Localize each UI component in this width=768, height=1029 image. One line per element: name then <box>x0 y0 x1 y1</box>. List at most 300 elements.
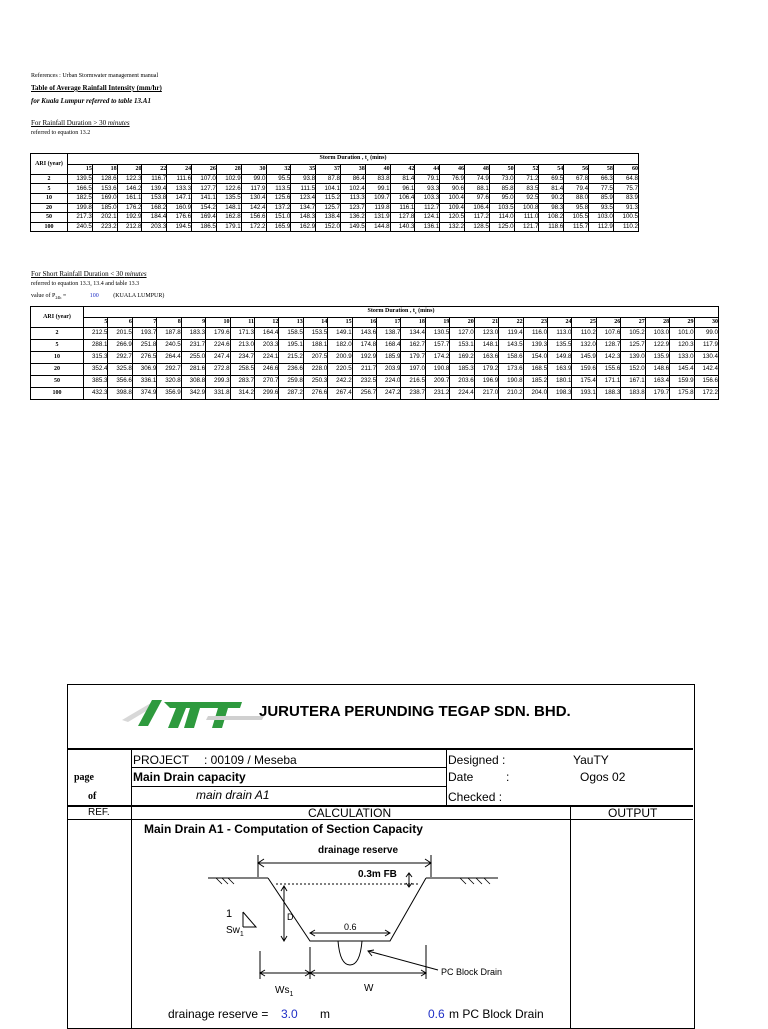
intensity-cell: 119.8 <box>365 203 390 213</box>
intensity-cell: 283.7 <box>230 375 254 387</box>
ari-cell: 100 <box>31 387 84 399</box>
duration-header: 44 <box>415 165 440 175</box>
ari-cell: 2 <box>31 174 68 184</box>
intensity-cell: 106.4 <box>465 203 490 213</box>
intensity-cell: 120.5 <box>440 213 465 223</box>
intensity-cell: 95.5 <box>266 174 291 184</box>
table-row <box>31 184 639 194</box>
intensity-cell: 242.2 <box>328 375 352 387</box>
intensity-cell: 167.1 <box>621 375 645 387</box>
duration-header: 52 <box>514 165 539 175</box>
ari-cell: 100 <box>31 222 68 232</box>
intensity-cell: 199.8 <box>68 203 93 213</box>
reference-note: References : Urban Stormwater management manual <box>31 73 159 79</box>
duration-header: 15 <box>68 165 93 175</box>
intensity-cell: 93.8 <box>291 174 316 184</box>
intensity-cell: 281.6 <box>181 363 205 375</box>
intensity-cell: 270.7 <box>254 375 278 387</box>
sheet-subtitle: main drain A1 <box>196 788 270 802</box>
intensity-cell: 139.3 <box>523 339 547 351</box>
intensity-cell: 138.4 <box>316 213 341 223</box>
duration-header: 5 <box>84 318 108 328</box>
intensity-cell: 136.2 <box>340 213 365 223</box>
intensity-cell: 207.5 <box>303 351 327 363</box>
reserve-row-label: drainage reserve = <box>168 1007 269 1021</box>
intensity-cell: 103.0 <box>589 213 614 223</box>
intensity-cell: 123.0 <box>474 327 498 339</box>
intensity-cell: 127.0 <box>450 327 474 339</box>
intensity-cell: 213.0 <box>230 339 254 351</box>
intensity-cell: 152.0 <box>621 363 645 375</box>
duration-header: 24 <box>548 318 572 328</box>
intensity-cell: 217.3 <box>68 213 93 223</box>
intensity-cell: 211.7 <box>352 363 376 375</box>
intensity-cell: 127.7 <box>192 184 217 194</box>
intensity-cell: 155.6 <box>596 363 620 375</box>
intensity-cell: 67.8 <box>564 174 589 184</box>
intensity-cell: 432.3 <box>84 387 108 399</box>
drain-section-diagram <box>198 837 528 1007</box>
intensity-cell: 130.5 <box>425 327 449 339</box>
intensity-cell: 356.6 <box>108 375 132 387</box>
intensity-cell: 195.1 <box>279 339 303 351</box>
pc-block-width-unit: m PC Block Drain <box>449 1007 544 1021</box>
ari-header: ARI (year) <box>31 154 68 175</box>
intensity-cell: 135.9 <box>645 351 669 363</box>
intensity-cell: 146.2 <box>117 184 142 194</box>
intensity-cell: 186.5 <box>192 222 217 232</box>
duration-header: 23 <box>523 318 547 328</box>
intensity-cell: 176.2 <box>117 203 142 213</box>
intensity-cell: 299.3 <box>206 375 230 387</box>
bottom-width-label: 0.6 <box>344 922 357 932</box>
intensity-cell: 77.5 <box>589 184 614 194</box>
intensity-cell: 113.5 <box>266 184 291 194</box>
intensity-cell: 104.1 <box>316 184 341 194</box>
intensity-cell: 185.2 <box>523 375 547 387</box>
intensity-cell: 180.1 <box>548 375 572 387</box>
intensity-cell: 148.3 <box>291 213 316 223</box>
duration-header: 9 <box>181 318 205 328</box>
duration-header: 17 <box>377 318 401 328</box>
table-subtitle: for Kuala Lumpur referred to table 13.A1 <box>31 97 151 105</box>
table-row <box>31 351 719 363</box>
intensity-cell: 315.3 <box>84 351 108 363</box>
duration-header: 35 <box>291 165 316 175</box>
intensity-cell: 95.0 <box>489 193 514 203</box>
intensity-cell: 117.9 <box>694 339 718 351</box>
intensity-cell: 134.4 <box>401 327 425 339</box>
intensity-cell: 240.5 <box>157 339 181 351</box>
intensity-cell: 192.9 <box>352 351 376 363</box>
long-duration-table <box>30 153 639 232</box>
intensity-cell: 331.8 <box>206 387 230 399</box>
intensity-cell: 185.0 <box>92 203 117 213</box>
intensity-cell: 173.6 <box>499 363 523 375</box>
intensity-cell: 79.4 <box>564 184 589 194</box>
intensity-cell: 224.6 <box>206 339 230 351</box>
intensity-cell: 200.9 <box>328 351 352 363</box>
table-row <box>31 327 719 339</box>
intensity-cell: 210.2 <box>499 387 523 399</box>
intensity-cell: 88.1 <box>465 184 490 194</box>
intensity-cell: 156.6 <box>694 375 718 387</box>
intensity-cell: 100.8 <box>514 203 539 213</box>
intensity-cell: 73.0 <box>489 174 514 184</box>
intensity-cell: 139.4 <box>142 184 167 194</box>
intensity-cell: 105.2 <box>621 327 645 339</box>
duration-header: 25 <box>572 318 596 328</box>
intensity-cell: 308.8 <box>181 375 205 387</box>
intensity-cell: 204.0 <box>523 387 547 399</box>
intensity-cell: 86.4 <box>340 174 365 184</box>
intensity-cell: 232.5 <box>352 375 376 387</box>
output-label: OUTPUT <box>608 806 658 820</box>
intensity-cell: 179.7 <box>401 351 425 363</box>
intensity-cell: 171.3 <box>230 327 254 339</box>
intensity-cell: 128.6 <box>92 174 117 184</box>
intensity-cell: 174.8 <box>352 339 376 351</box>
intensity-cell: 159.9 <box>670 375 694 387</box>
reserve-label: drainage reserve <box>318 845 399 856</box>
project-label: PROJECT <box>133 753 190 767</box>
intensity-cell: 115.7 <box>564 222 589 232</box>
duration-header: 28 <box>216 165 241 175</box>
intensity-cell: 224.0 <box>377 375 401 387</box>
intensity-cell: 169.2 <box>450 351 474 363</box>
intensity-cell: 247.4 <box>206 351 230 363</box>
intensity-cell: 197.0 <box>401 363 425 375</box>
intensity-cell: 69.5 <box>539 174 564 184</box>
intensity-cell: 100.4 <box>440 193 465 203</box>
intensity-cell: 112.7 <box>415 203 440 213</box>
intensity-cell: 148.6 <box>645 363 669 375</box>
table-row <box>31 203 639 213</box>
duration-header: 26 <box>192 165 217 175</box>
intensity-cell: 109.7 <box>365 193 390 203</box>
table-row <box>31 339 719 351</box>
ws-label: $Ws_1$ <box>275 985 294 998</box>
ari-cell: 50 <box>31 375 84 387</box>
intensity-cell: 169.4 <box>192 213 217 223</box>
intensity-cell: 143.6 <box>352 327 376 339</box>
intensity-cell: 96.1 <box>390 184 415 194</box>
intensity-cell: 125.7 <box>316 203 341 213</box>
intensity-cell: 154.2 <box>192 203 217 213</box>
intensity-cell: 161.1 <box>117 193 142 203</box>
ari-cell: 2 <box>31 327 84 339</box>
intensity-cell: 119.4 <box>499 327 523 339</box>
intensity-cell: 153.1 <box>450 339 474 351</box>
duration-header: 42 <box>390 165 415 175</box>
intensity-cell: 320.8 <box>157 375 181 387</box>
intensity-cell: 135.5 <box>548 339 572 351</box>
intensity-cell: 122.3 <box>117 174 142 184</box>
duration-header: 18 <box>92 165 117 175</box>
reserve-row-value: 3.0 <box>281 1007 298 1021</box>
calculation-sheet <box>67 684 695 1029</box>
duration-header: 38 <box>340 165 365 175</box>
table-row <box>31 174 639 184</box>
intensity-cell: 122.9 <box>645 339 669 351</box>
intensity-cell: 193.7 <box>132 327 156 339</box>
intensity-cell: 185.9 <box>377 351 401 363</box>
intensity-cell: 215.2 <box>279 351 303 363</box>
intensity-cell: 292.7 <box>108 351 132 363</box>
intensity-cell: 272.8 <box>206 363 230 375</box>
intensity-cell: 149.8 <box>548 351 572 363</box>
intensity-cell: 132.2 <box>440 222 465 232</box>
ari-cell: 5 <box>31 339 84 351</box>
intensity-cell: 212.8 <box>117 222 142 232</box>
intensity-cell: 160.9 <box>167 203 192 213</box>
intensity-cell: 139.0 <box>621 351 645 363</box>
intensity-cell: 162.8 <box>216 213 241 223</box>
company-name: JURUTERA PERUNDING TEGAP SDN. BHD. <box>259 703 571 720</box>
intensity-cell: 85.9 <box>589 193 614 203</box>
intensity-cell: 99.0 <box>694 327 718 339</box>
table-row <box>31 375 719 387</box>
intensity-cell: 81.4 <box>539 184 564 194</box>
intensity-cell: 87.8 <box>316 174 341 184</box>
intensity-cell: 116.1 <box>390 203 415 213</box>
short-duration-table <box>30 306 719 400</box>
intensity-cell: 299.6 <box>254 387 278 399</box>
intensity-cell: 118.6 <box>539 222 564 232</box>
intensity-cell: 125.0 <box>489 222 514 232</box>
intensity-cell: 102.9 <box>216 174 241 184</box>
intensity-cell: 153.6 <box>92 184 117 194</box>
intensity-cell: 287.2 <box>279 387 303 399</box>
checked-label: Checked : <box>448 790 503 804</box>
intensity-cell: 356.9 <box>157 387 181 399</box>
duration-header: 13 <box>279 318 303 328</box>
intensity-cell: 149.5 <box>340 222 365 232</box>
intensity-cell: 209.7 <box>425 375 449 387</box>
intensity-cell: 201.5 <box>108 327 132 339</box>
intensity-cell: 162.7 <box>401 339 425 351</box>
intensity-cell: 247.2 <box>377 387 401 399</box>
duration-header: 30 <box>241 165 266 175</box>
intensity-cell: 142.4 <box>694 363 718 375</box>
intensity-cell: 142.4 <box>241 203 266 213</box>
pc-block-width-value: 0.6 <box>428 1007 445 1021</box>
duration-header: 40 <box>365 165 390 175</box>
intensity-cell: 108.2 <box>539 213 564 223</box>
intensity-cell: 95.8 <box>564 203 589 213</box>
intensity-cell: 164.4 <box>254 327 278 339</box>
intensity-cell: 114.0 <box>489 213 514 223</box>
intensity-cell: 202.1 <box>92 213 117 223</box>
pc-block-label: PC Block Drain <box>441 967 503 977</box>
intensity-cell: 136.1 <box>415 222 440 232</box>
ari-cell: 5 <box>31 184 68 194</box>
intensity-cell: 83.8 <box>365 174 390 184</box>
table-row <box>31 387 719 399</box>
slope-sw-label: $Sw_1$ <box>226 925 244 938</box>
intensity-cell: 75.7 <box>613 184 638 194</box>
ari-cell: 20 <box>31 363 84 375</box>
intensity-cell: 224.1 <box>254 351 278 363</box>
intensity-cell: 203.3 <box>254 339 278 351</box>
sheet-title: Main Drain capacity <box>133 770 246 784</box>
intensity-cell: 183.3 <box>181 327 205 339</box>
freeboard-label: 0.3m FB <box>358 869 397 880</box>
storm-duration-header: Storm Duration , $t_c$ (mins) <box>84 307 719 318</box>
date-label: Date <box>448 770 474 784</box>
intensity-cell: 183.8 <box>621 387 645 399</box>
intensity-cell: 196.9 <box>474 375 498 387</box>
duration-header: 30 <box>694 318 718 328</box>
intensity-cell: 151.0 <box>266 213 291 223</box>
intensity-cell: 97.6 <box>465 193 490 203</box>
intensity-cell: 103.3 <box>415 193 440 203</box>
long-duration-ref: referred to equation 13.2 <box>31 130 91 136</box>
intensity-cell: 110.2 <box>613 222 638 232</box>
intensity-cell: 325.8 <box>108 363 132 375</box>
intensity-cell: 102.4 <box>340 184 365 194</box>
intensity-cell: 187.8 <box>157 327 181 339</box>
intensity-cell: 172.2 <box>241 222 266 232</box>
intensity-cell: 121.7 <box>514 222 539 232</box>
intensity-cell: 120.3 <box>670 339 694 351</box>
intensity-cell: 132.0 <box>572 339 596 351</box>
intensity-cell: 292.7 <box>157 363 181 375</box>
intensity-cell: 169.0 <box>92 193 117 203</box>
intensity-cell: 306.9 <box>132 363 156 375</box>
intensity-cell: 153.5 <box>303 327 327 339</box>
intensity-cell: 212.5 <box>84 327 108 339</box>
intensity-cell: 398.8 <box>108 387 132 399</box>
duration-header: 58 <box>589 165 614 175</box>
storm-duration-header: Storm Duration , $t_c$ (mins) <box>68 154 639 165</box>
intensity-cell: 156.6 <box>241 213 266 223</box>
duration-header: 50 <box>489 165 514 175</box>
intensity-cell: 83.9 <box>613 193 638 203</box>
intensity-cell: 216.5 <box>401 375 425 387</box>
intensity-cell: 98.3 <box>539 203 564 213</box>
intensity-cell: 250.3 <box>303 375 327 387</box>
intensity-cell: 179.6 <box>206 327 230 339</box>
intensity-cell: 374.9 <box>132 387 156 399</box>
duration-header: 6 <box>108 318 132 328</box>
intensity-cell: 117.9 <box>241 184 266 194</box>
intensity-cell: 111.0 <box>514 213 539 223</box>
intensity-cell: 85.8 <box>489 184 514 194</box>
intensity-cell: 176.6 <box>167 213 192 223</box>
intensity-cell: 276.6 <box>303 387 327 399</box>
slope-one-label: 1 <box>226 908 233 920</box>
intensity-cell: 111.6 <box>167 174 192 184</box>
intensity-cell: 217.0 <box>474 387 498 399</box>
duration-header: 22 <box>499 318 523 328</box>
duration-header: 20 <box>117 165 142 175</box>
intensity-cell: 111.5 <box>291 184 316 194</box>
intensity-cell: 113.3 <box>340 193 365 203</box>
intensity-cell: 385.3 <box>84 375 108 387</box>
intensity-cell: 259.8 <box>279 375 303 387</box>
designed-value: YauTY <box>573 753 609 767</box>
intensity-cell: 203.9 <box>377 363 401 375</box>
duration-header: 37 <box>316 165 341 175</box>
intensity-cell: 123.4 <box>291 193 316 203</box>
intensity-cell: 163.4 <box>645 375 669 387</box>
intensity-cell: 264.4 <box>157 351 181 363</box>
duration-header: 56 <box>564 165 589 175</box>
section-title: Main Drain A1 - Computation of Section Capacity <box>144 822 423 836</box>
intensity-cell: 352.4 <box>84 363 108 375</box>
intensity-cell: 93.3 <box>415 184 440 194</box>
ari-header: ARI (year) <box>31 307 84 328</box>
p24-line: value of $P_{24h} = 100$ (KUALA LUMPUR) <box>31 293 165 301</box>
duration-header: 54 <box>539 165 564 175</box>
duration-header: 18 <box>401 318 425 328</box>
duration-header: 46 <box>440 165 465 175</box>
intensity-cell: 158.5 <box>279 327 303 339</box>
duration-header: 29 <box>670 318 694 328</box>
intensity-cell: 148.1 <box>474 339 498 351</box>
intensity-cell: 116.0 <box>523 327 547 339</box>
duration-header: 22 <box>142 165 167 175</box>
duration-header: 28 <box>645 318 669 328</box>
intensity-cell: 145.9 <box>572 351 596 363</box>
intensity-cell: 112.9 <box>589 222 614 232</box>
intensity-cell: 135.5 <box>216 193 241 203</box>
duration-header: 60 <box>613 165 638 175</box>
p24-value: 100 <box>89 293 99 299</box>
intensity-cell: 175.4 <box>572 375 596 387</box>
intensity-cell: 141.1 <box>192 193 217 203</box>
intensity-cell: 90.6 <box>440 184 465 194</box>
page-label: page <box>74 772 94 783</box>
intensity-cell: 342.9 <box>181 387 205 399</box>
duration-header: 8 <box>157 318 181 328</box>
intensity-cell: 110.2 <box>572 327 596 339</box>
table-row <box>31 193 639 203</box>
intensity-cell: 194.5 <box>167 222 192 232</box>
intensity-cell: 267.4 <box>328 387 352 399</box>
intensity-cell: 166.5 <box>68 184 93 194</box>
duration-header: 24 <box>167 165 192 175</box>
short-duration-ref: referred to equation 13.3, 13.4 and table 13.3 <box>31 281 140 287</box>
intensity-cell: 101.0 <box>670 327 694 339</box>
intensity-cell: 188.3 <box>596 387 620 399</box>
intensity-cell: 157.7 <box>425 339 449 351</box>
date-colon: : <box>506 770 510 784</box>
duration-header: 19 <box>425 318 449 328</box>
intensity-cell: 240.5 <box>68 222 93 232</box>
ari-cell: 50 <box>31 213 68 223</box>
intensity-cell: 122.6 <box>216 184 241 194</box>
intensity-cell: 128.7 <box>596 339 620 351</box>
intensity-cell: 127.8 <box>390 213 415 223</box>
intensity-cell: 145.4 <box>670 363 694 375</box>
intensity-cell: 231.7 <box>181 339 205 351</box>
duration-header: 26 <box>596 318 620 328</box>
intensity-cell: 184.4 <box>142 213 167 223</box>
intensity-cell: 198.3 <box>548 387 572 399</box>
intensity-cell: 100.5 <box>613 213 638 223</box>
intensity-cell: 83.5 <box>514 184 539 194</box>
intensity-cell: 255.0 <box>181 351 205 363</box>
intensity-cell: 185.3 <box>450 363 474 375</box>
intensity-cell: 130.4 <box>241 193 266 203</box>
intensity-cell: 193.1 <box>572 387 596 399</box>
intensity-cell: 99.0 <box>241 174 266 184</box>
ref-label: REF. <box>88 807 110 818</box>
intensity-cell: 163.6 <box>474 351 498 363</box>
intensity-cell: 171.1 <box>596 375 620 387</box>
